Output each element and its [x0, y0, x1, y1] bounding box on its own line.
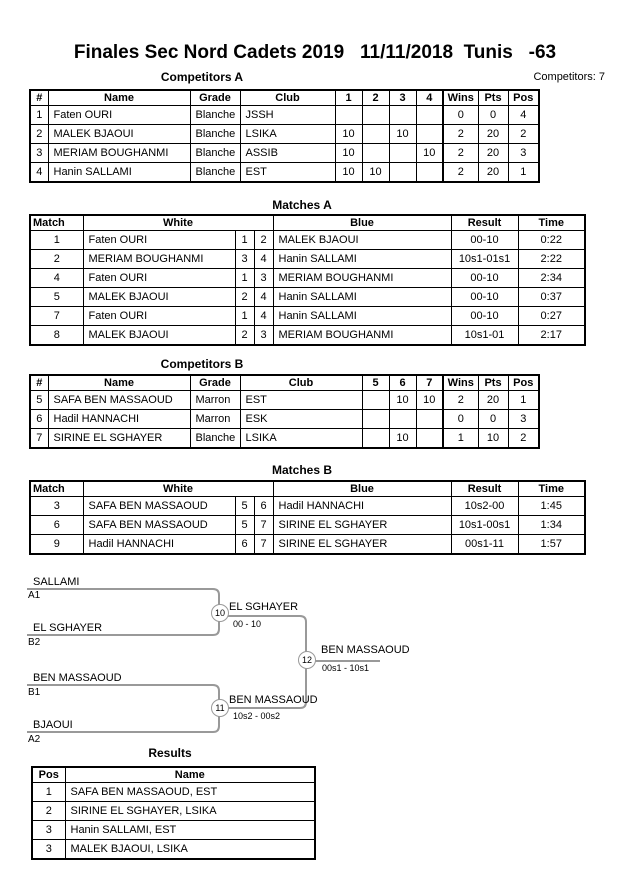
score-cell — [362, 410, 389, 429]
competitor-grade: Blanche — [190, 106, 240, 125]
col-header: Result — [451, 215, 518, 231]
bracket-match-result: 00 - 10 — [233, 619, 262, 629]
bracket-entry-name: BJAOUI — [33, 719, 73, 731]
competitor-name: Hadil HANNACHI — [48, 410, 190, 429]
match-number: 9 — [30, 535, 83, 555]
blue-number: 7 — [254, 516, 273, 535]
wins-cell: 0 — [443, 410, 478, 429]
col-header: Match — [30, 215, 83, 231]
col-header: Grade — [190, 375, 240, 391]
competitor-name: Hanin SALLAMI — [48, 163, 190, 183]
score-cell — [416, 106, 443, 125]
competitor-club: ASSIB — [240, 144, 335, 163]
score-cell — [362, 391, 389, 410]
white-number: 1 — [235, 231, 254, 250]
bracket-seed-label: B1 — [28, 687, 41, 698]
table-row — [30, 106, 539, 125]
bracket-match-node: 12 — [298, 651, 316, 669]
white-name: MERIAM BOUGHANMI — [83, 250, 235, 269]
match-result: 10s1-01s1 — [451, 250, 518, 269]
white-number: 2 — [235, 326, 254, 346]
pts-cell: 20 — [478, 163, 508, 183]
result-name: Hanin SALLAMI, EST — [65, 821, 315, 840]
score-cell — [362, 125, 389, 144]
match-time: 2:34 — [518, 269, 585, 288]
result-name: MALEK BJAOUI, LSIKA — [65, 840, 315, 860]
col-header: Club — [240, 375, 362, 391]
result-name: SAFA BEN MASSAOUD, EST — [65, 783, 315, 802]
competitor-club: LSIKA — [240, 429, 362, 449]
white-name: SAFA BEN MASSAOUD — [83, 497, 235, 516]
score-cell — [362, 106, 389, 125]
match-time: 0:27 — [518, 307, 585, 326]
bracket-match-result: 00s1 - 10s1 — [322, 663, 370, 673]
col-header: White — [83, 481, 273, 497]
col-header: Pos — [32, 767, 65, 783]
blue-name: Hanin SALLAMI — [273, 307, 451, 326]
match-result: 00-10 — [451, 307, 518, 326]
score-cell: 10 — [335, 163, 362, 183]
pts-cell: 10 — [478, 429, 508, 449]
match-number: 7 — [30, 307, 83, 326]
competitors-b-title: Competitors B — [160, 357, 244, 371]
score-cell: 10 — [335, 125, 362, 144]
competitor-name: Faten OURI — [48, 106, 190, 125]
competitor-grade: Blanche — [190, 163, 240, 183]
result-pos: 3 — [32, 840, 65, 860]
col-header: # — [30, 90, 48, 106]
match-result: 00-10 — [451, 288, 518, 307]
white-name: Faten OURI — [83, 269, 235, 288]
matches-a-table — [29, 214, 586, 346]
pts-cell: 0 — [478, 106, 508, 125]
competitor-club: ESK — [240, 410, 362, 429]
col-header: 7 — [416, 375, 443, 391]
match-time: 0:37 — [518, 288, 585, 307]
blue-number: 6 — [254, 497, 273, 516]
score-cell — [389, 106, 416, 125]
competitor-club: LSIKA — [240, 125, 335, 144]
score-cell — [416, 429, 443, 449]
table-row — [30, 307, 585, 326]
competitors-a-table — [29, 89, 540, 183]
table-row — [32, 802, 315, 821]
score-cell — [416, 125, 443, 144]
bracket-winner-name: EL SGHAYER — [229, 601, 299, 613]
match-number: 3 — [30, 497, 83, 516]
page-title: Finales Sec Nord Cadets 2019 11/11/2018 Tunis -63 — [73, 42, 557, 63]
score-cell — [389, 144, 416, 163]
col-header: Grade — [190, 90, 240, 106]
white-name: Faten OURI — [83, 231, 235, 250]
table-row — [30, 429, 539, 449]
competitor-number: 5 — [30, 391, 48, 410]
blue-number: 4 — [254, 307, 273, 326]
score-cell — [362, 429, 389, 449]
competitor-number: 4 — [30, 163, 48, 183]
score-cell: 10 — [389, 391, 416, 410]
results-header-row — [32, 767, 315, 783]
table-row — [30, 326, 585, 346]
bracket-winner-name: BEN MASSAOUD — [229, 694, 318, 706]
score-cell: 10 — [335, 144, 362, 163]
table-row — [30, 391, 539, 410]
result-pos: 1 — [32, 783, 65, 802]
white-name: MALEK BJAOUI — [83, 288, 235, 307]
competitor-club: EST — [240, 391, 362, 410]
col-header: Time — [518, 215, 585, 231]
col-header: Name — [65, 767, 315, 783]
score-cell: 10 — [416, 391, 443, 410]
blue-name: MALEK BJAOUI — [273, 231, 451, 250]
bracket-seed-label: B2 — [28, 637, 41, 648]
result-pos: 3 — [32, 821, 65, 840]
competitor-grade: Blanche — [190, 144, 240, 163]
match-result: 00-10 — [451, 231, 518, 250]
pos-cell: 1 — [508, 391, 539, 410]
score-cell — [335, 106, 362, 125]
table-row — [30, 125, 539, 144]
col-header: Pts — [478, 375, 508, 391]
blue-number: 7 — [254, 535, 273, 555]
matches-b-header-row — [30, 481, 585, 497]
bracket-seed-label: A1 — [28, 590, 41, 601]
match-time: 0:22 — [518, 231, 585, 250]
pts-cell: 20 — [478, 391, 508, 410]
white-number: 3 — [235, 250, 254, 269]
table-row — [32, 840, 315, 860]
match-time: 2:17 — [518, 326, 585, 346]
score-cell: 10 — [389, 429, 416, 449]
table-row — [30, 288, 585, 307]
bracket-match-node: 10 — [211, 604, 229, 622]
blue-name: Hadil HANNACHI — [273, 497, 451, 516]
wins-cell: 2 — [443, 125, 478, 144]
score-cell: 10 — [389, 125, 416, 144]
pts-cell: 20 — [478, 125, 508, 144]
competitor-grade: Blanche — [190, 125, 240, 144]
table-row — [30, 516, 585, 535]
white-name: SAFA BEN MASSAOUD — [83, 516, 235, 535]
wins-cell: 2 — [443, 144, 478, 163]
competitor-number: 2 — [30, 125, 48, 144]
matches-b-title: Matches B — [271, 463, 333, 477]
blue-number: 4 — [254, 250, 273, 269]
col-header: Pts — [478, 90, 508, 106]
wins-cell: 1 — [443, 429, 478, 449]
score-cell: 10 — [416, 144, 443, 163]
result-pos: 2 — [32, 802, 65, 821]
match-result: 00-10 — [451, 269, 518, 288]
white-number: 1 — [235, 269, 254, 288]
pos-cell: 3 — [508, 410, 539, 429]
wins-cell: 2 — [443, 163, 478, 183]
col-header: Result — [451, 481, 518, 497]
table-row — [30, 231, 585, 250]
pos-cell: 2 — [508, 125, 539, 144]
blue-name: Hanin SALLAMI — [273, 250, 451, 269]
bracket-winner-name: BEN MASSAOUD — [321, 644, 410, 656]
table-row — [30, 250, 585, 269]
col-header: 3 — [389, 90, 416, 106]
blue-number: 3 — [254, 326, 273, 346]
col-header: Match — [30, 481, 83, 497]
col-header: Time — [518, 481, 585, 497]
competitors-count: Competitors: 7 — [533, 71, 605, 83]
competitor-grade: Marron — [190, 391, 240, 410]
matches-a-header-row — [30, 215, 585, 231]
col-header: Name — [48, 375, 190, 391]
blue-name: SIRINE EL SGHAYER — [273, 516, 451, 535]
competitor-name: MERIAM BOUGHANMI — [48, 144, 190, 163]
match-result: 10s1-01 — [451, 326, 518, 346]
col-header: Club — [240, 90, 335, 106]
match-time: 1:45 — [518, 497, 585, 516]
match-number: 6 — [30, 516, 83, 535]
col-header: # — [30, 375, 48, 391]
pts-cell: 0 — [478, 410, 508, 429]
pos-cell: 3 — [508, 144, 539, 163]
blue-name: Hanin SALLAMI — [273, 288, 451, 307]
match-number: 2 — [30, 250, 83, 269]
score-cell — [389, 163, 416, 183]
table-row — [30, 163, 539, 183]
white-number: 6 — [235, 535, 254, 555]
wins-cell: 2 — [443, 391, 478, 410]
matches-b-table — [29, 480, 586, 555]
pos-cell: 4 — [508, 106, 539, 125]
pts-cell: 20 — [478, 144, 508, 163]
col-header: Wins — [443, 375, 478, 391]
match-number: 1 — [30, 231, 83, 250]
table-row — [30, 497, 585, 516]
match-number: 4 — [30, 269, 83, 288]
competitor-club: JSSH — [240, 106, 335, 125]
results-table — [31, 766, 316, 860]
matches-a-title: Matches A — [272, 198, 332, 212]
blue-number: 3 — [254, 269, 273, 288]
col-header: White — [83, 215, 273, 231]
blue-number: 2 — [254, 231, 273, 250]
competitor-number: 3 — [30, 144, 48, 163]
bracket-entry-name: BEN MASSAOUD — [33, 672, 122, 684]
score-cell: 10 — [362, 163, 389, 183]
bracket-seed-label: A2 — [28, 734, 41, 745]
white-number: 5 — [235, 516, 254, 535]
white-number: 1 — [235, 307, 254, 326]
col-header: Pos — [508, 90, 539, 106]
bracket-match-node: 11 — [211, 699, 229, 717]
pos-cell: 2 — [508, 429, 539, 449]
col-header: 2 — [362, 90, 389, 106]
results-title: Results — [148, 746, 192, 760]
blue-name: MERIAM BOUGHANMI — [273, 326, 451, 346]
match-time: 1:34 — [518, 516, 585, 535]
col-header: Name — [48, 90, 190, 106]
score-cell — [416, 410, 443, 429]
col-header: 6 — [389, 375, 416, 391]
result-name: SIRINE EL SGHAYER, LSIKA — [65, 802, 315, 821]
competitor-number: 7 — [30, 429, 48, 449]
competitor-grade: Blanche — [190, 429, 240, 449]
white-number: 5 — [235, 497, 254, 516]
table-row — [30, 535, 585, 555]
bracket-match-result: 10s2 - 00s2 — [233, 711, 281, 721]
match-result: 10s2-00 — [451, 497, 518, 516]
competitors-b-table — [29, 374, 540, 449]
competitors-a-header-row — [30, 90, 539, 106]
col-header: Blue — [273, 215, 451, 231]
blue-number: 4 — [254, 288, 273, 307]
col-header: Blue — [273, 481, 451, 497]
match-result: 00s1-11 — [451, 535, 518, 555]
pos-cell: 1 — [508, 163, 539, 183]
bracket-entry-name: EL SGHAYER — [33, 622, 103, 634]
white-name: Faten OURI — [83, 307, 235, 326]
col-header: 4 — [416, 90, 443, 106]
white-name: Hadil HANNACHI — [83, 535, 235, 555]
competitor-name: SIRINE EL SGHAYER — [48, 429, 190, 449]
match-number: 8 — [30, 326, 83, 346]
score-cell — [416, 163, 443, 183]
col-header: Pos — [508, 375, 539, 391]
col-header: 5 — [362, 375, 389, 391]
score-cell — [362, 144, 389, 163]
match-time: 2:22 — [518, 250, 585, 269]
table-row — [32, 783, 315, 802]
competitor-name: MALEK BJAOUI — [48, 125, 190, 144]
table-row — [30, 410, 539, 429]
col-header: Wins — [443, 90, 478, 106]
table-row — [30, 144, 539, 163]
blue-name: MERIAM BOUGHANMI — [273, 269, 451, 288]
bracket-entry-name: SALLAMI — [33, 576, 80, 588]
competitor-name: SAFA BEN MASSAOUD — [48, 391, 190, 410]
match-result: 10s1-00s1 — [451, 516, 518, 535]
score-cell — [389, 410, 416, 429]
blue-name: SIRINE EL SGHAYER — [273, 535, 451, 555]
competitors-b-header-row — [30, 375, 539, 391]
competitor-club: EST — [240, 163, 335, 183]
competitor-grade: Marron — [190, 410, 240, 429]
col-header: 1 — [335, 90, 362, 106]
white-name: MALEK BJAOUI — [83, 326, 235, 346]
match-time: 1:57 — [518, 535, 585, 555]
table-row — [32, 821, 315, 840]
competitor-number: 1 — [30, 106, 48, 125]
wins-cell: 0 — [443, 106, 478, 125]
competitor-number: 6 — [30, 410, 48, 429]
competitors-a-title: Competitors A — [160, 70, 244, 84]
white-number: 2 — [235, 288, 254, 307]
match-number: 5 — [30, 288, 83, 307]
table-row — [30, 269, 585, 288]
